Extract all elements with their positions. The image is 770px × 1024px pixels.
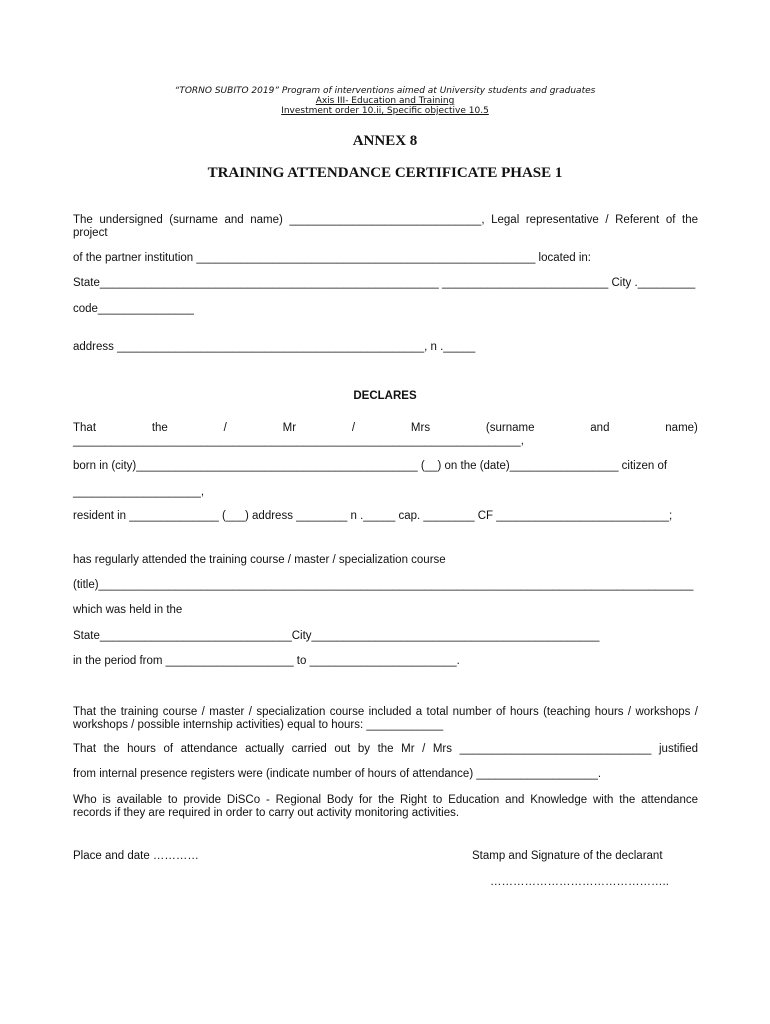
citizen-line: ____________________,	[73, 486, 205, 498]
that-word: That	[73, 422, 97, 434]
attendance-line1: That the hours of attendance actually carried out by the Mr / Mrs ______________________________ justified	[73, 743, 698, 755]
course-title-line: (title)_____________________________________________________________________________________________	[73, 579, 694, 591]
certificate-title: TRAINING ATTENDANCE CERTIFICATE PHASE 1	[207, 165, 563, 181]
the-word: the	[151, 422, 168, 434]
stamp-signature-label: Stamp and Signature of the declarant	[472, 850, 663, 862]
hours-paragraph-line2: workshops / possible internship activities) equal to hours: ____________	[73, 719, 444, 731]
name-word: name)	[665, 422, 698, 434]
annex-title: ANNEX 8	[352, 133, 418, 149]
attendance-line2: from internal presence registers were (indicate number of hours of attendance) ___________________.	[73, 768, 602, 780]
address-line: address ________________________________________________, n ._____	[73, 341, 476, 353]
code-line: code_______________	[73, 303, 194, 315]
place-and-date: Place and date …………	[73, 850, 199, 862]
slash-2: /	[351, 422, 356, 434]
born-line: born in (city)____________________________________________ (__) on the (date)_________________ citizen of	[73, 460, 668, 472]
slash-1: /	[223, 422, 227, 434]
period-line: in the period from ____________________ to _______________________.	[73, 655, 460, 667]
header-line-axis: Axis III- Education and Training	[315, 96, 455, 106]
hours-paragraph-line1: That the training course / master / specialization course included a total number of hours (teaching hours / workshops /	[73, 706, 698, 718]
state-city-line: State_____________________________________________________ __________________________ City ._________	[73, 277, 696, 289]
header-line-investment: Investment order 10.ii, Specific objective 10.5	[281, 106, 489, 116]
attended-line: has regularly attended the training course / master / specialization course	[73, 554, 446, 566]
undersigned-line-cont: project	[73, 227, 108, 239]
held-in-line: which was held in the	[73, 604, 183, 616]
signature-dotted-line: ………………………………………..	[490, 876, 669, 888]
partner-institution-line: of the partner institution _____________________________________________________ located in:	[73, 252, 591, 264]
undersigned-line: The undersigned (surname and name) ______________________________, Legal representative / Referent of the	[73, 214, 698, 226]
person-name-line: ______________________________________________________________________,	[73, 435, 524, 447]
surname-word: (surname	[485, 422, 535, 434]
resident-line: resident in ______________ (___) address ________ n ._____ cap. ________ CF ___________________________;	[73, 510, 673, 522]
that-row	[73, 422, 698, 435]
disco-paragraph-line2: records if they are required in order to carry out activity monitoring activities.	[73, 807, 460, 819]
mr-word: Mr	[282, 422, 297, 434]
header-line-program: “TORNO SUBITO 2019” Program of interventions aimed at University students and graduates	[174, 86, 596, 96]
mrs-word: Mrs	[410, 422, 431, 434]
course-state-city-line: State______________________________City_____________________________________________	[73, 630, 600, 642]
disco-paragraph-line1: Who is available to provide DiSCo - Regional Body for the Right to Education and Knowledge with the attendance	[73, 794, 698, 806]
and-word: and	[590, 422, 610, 434]
declares-heading: DECLARES	[353, 390, 417, 402]
